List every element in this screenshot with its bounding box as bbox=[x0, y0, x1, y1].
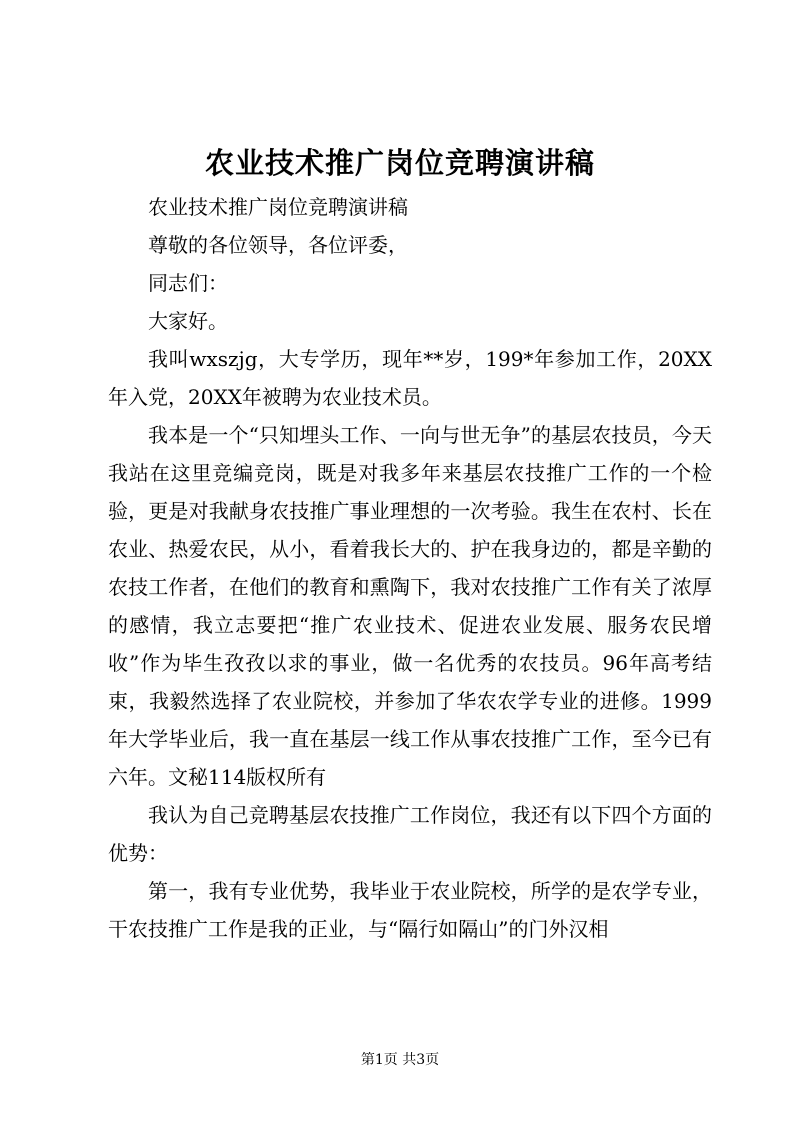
paragraph-first-advantage: 第一，我有专业优势，我毕业于农业院校，所学的是农学专业，干农技推广工作是我的正业，与“隔行如隔山”的门外汉相 bbox=[108, 879, 712, 941]
paragraph-self-intro: 我叫wxszjg，大专学历，现年**岁，199*年参加工作，20XX年入党，20XX年被聘为农业技术员。 bbox=[108, 347, 712, 409]
paragraph-salutation: 尊敬的各位领导，各位评委， bbox=[148, 233, 408, 257]
paragraph-comrades: 同志们： bbox=[148, 271, 228, 295]
document-title: 农业技术推广岗位竞聘演讲稿 bbox=[204, 146, 595, 180]
paragraph-greeting: 大家好。 bbox=[148, 309, 228, 333]
paragraph-advantages-intro: 我认为自己竞聘基层农技推广工作岗位，我还有以下四个方面的优势： bbox=[108, 803, 712, 865]
document-body bbox=[108, 188, 712, 948]
paragraph-background: 我本是一个“只知埋头工作、一向与世无争”的基层农技员，今天我站在这里竞编竞岗，既是对我多年来基层农技推广工作的一个检验，更是对我献身农技推广事业理想的一次考验。我生在农村、长在农业、热爱农民，从小，看着我长大的、护在我身边的，都是辛勤的农技工作者，在他们的教育和熏陶下，我对农技推广工作有关了浓厚的感情，我立志要把“推广农业技术、促进农业发展、服务农民增收”作为毕生孜孜以求的事业，做一名优秀的农技员。96年高考结束，我毅然选择了农业院校，并参加了华农农学专业的进修。1999年大学毕业后，我一直在基层一线工作从事农技推广工作，至今已有六年。文秘114版权所有 bbox=[108, 423, 712, 789]
page-footer: 第1页 共3页 bbox=[360, 1052, 440, 1068]
paragraph-heading-repeat: 农业技术推广岗位竞聘演讲稿 bbox=[148, 195, 408, 219]
